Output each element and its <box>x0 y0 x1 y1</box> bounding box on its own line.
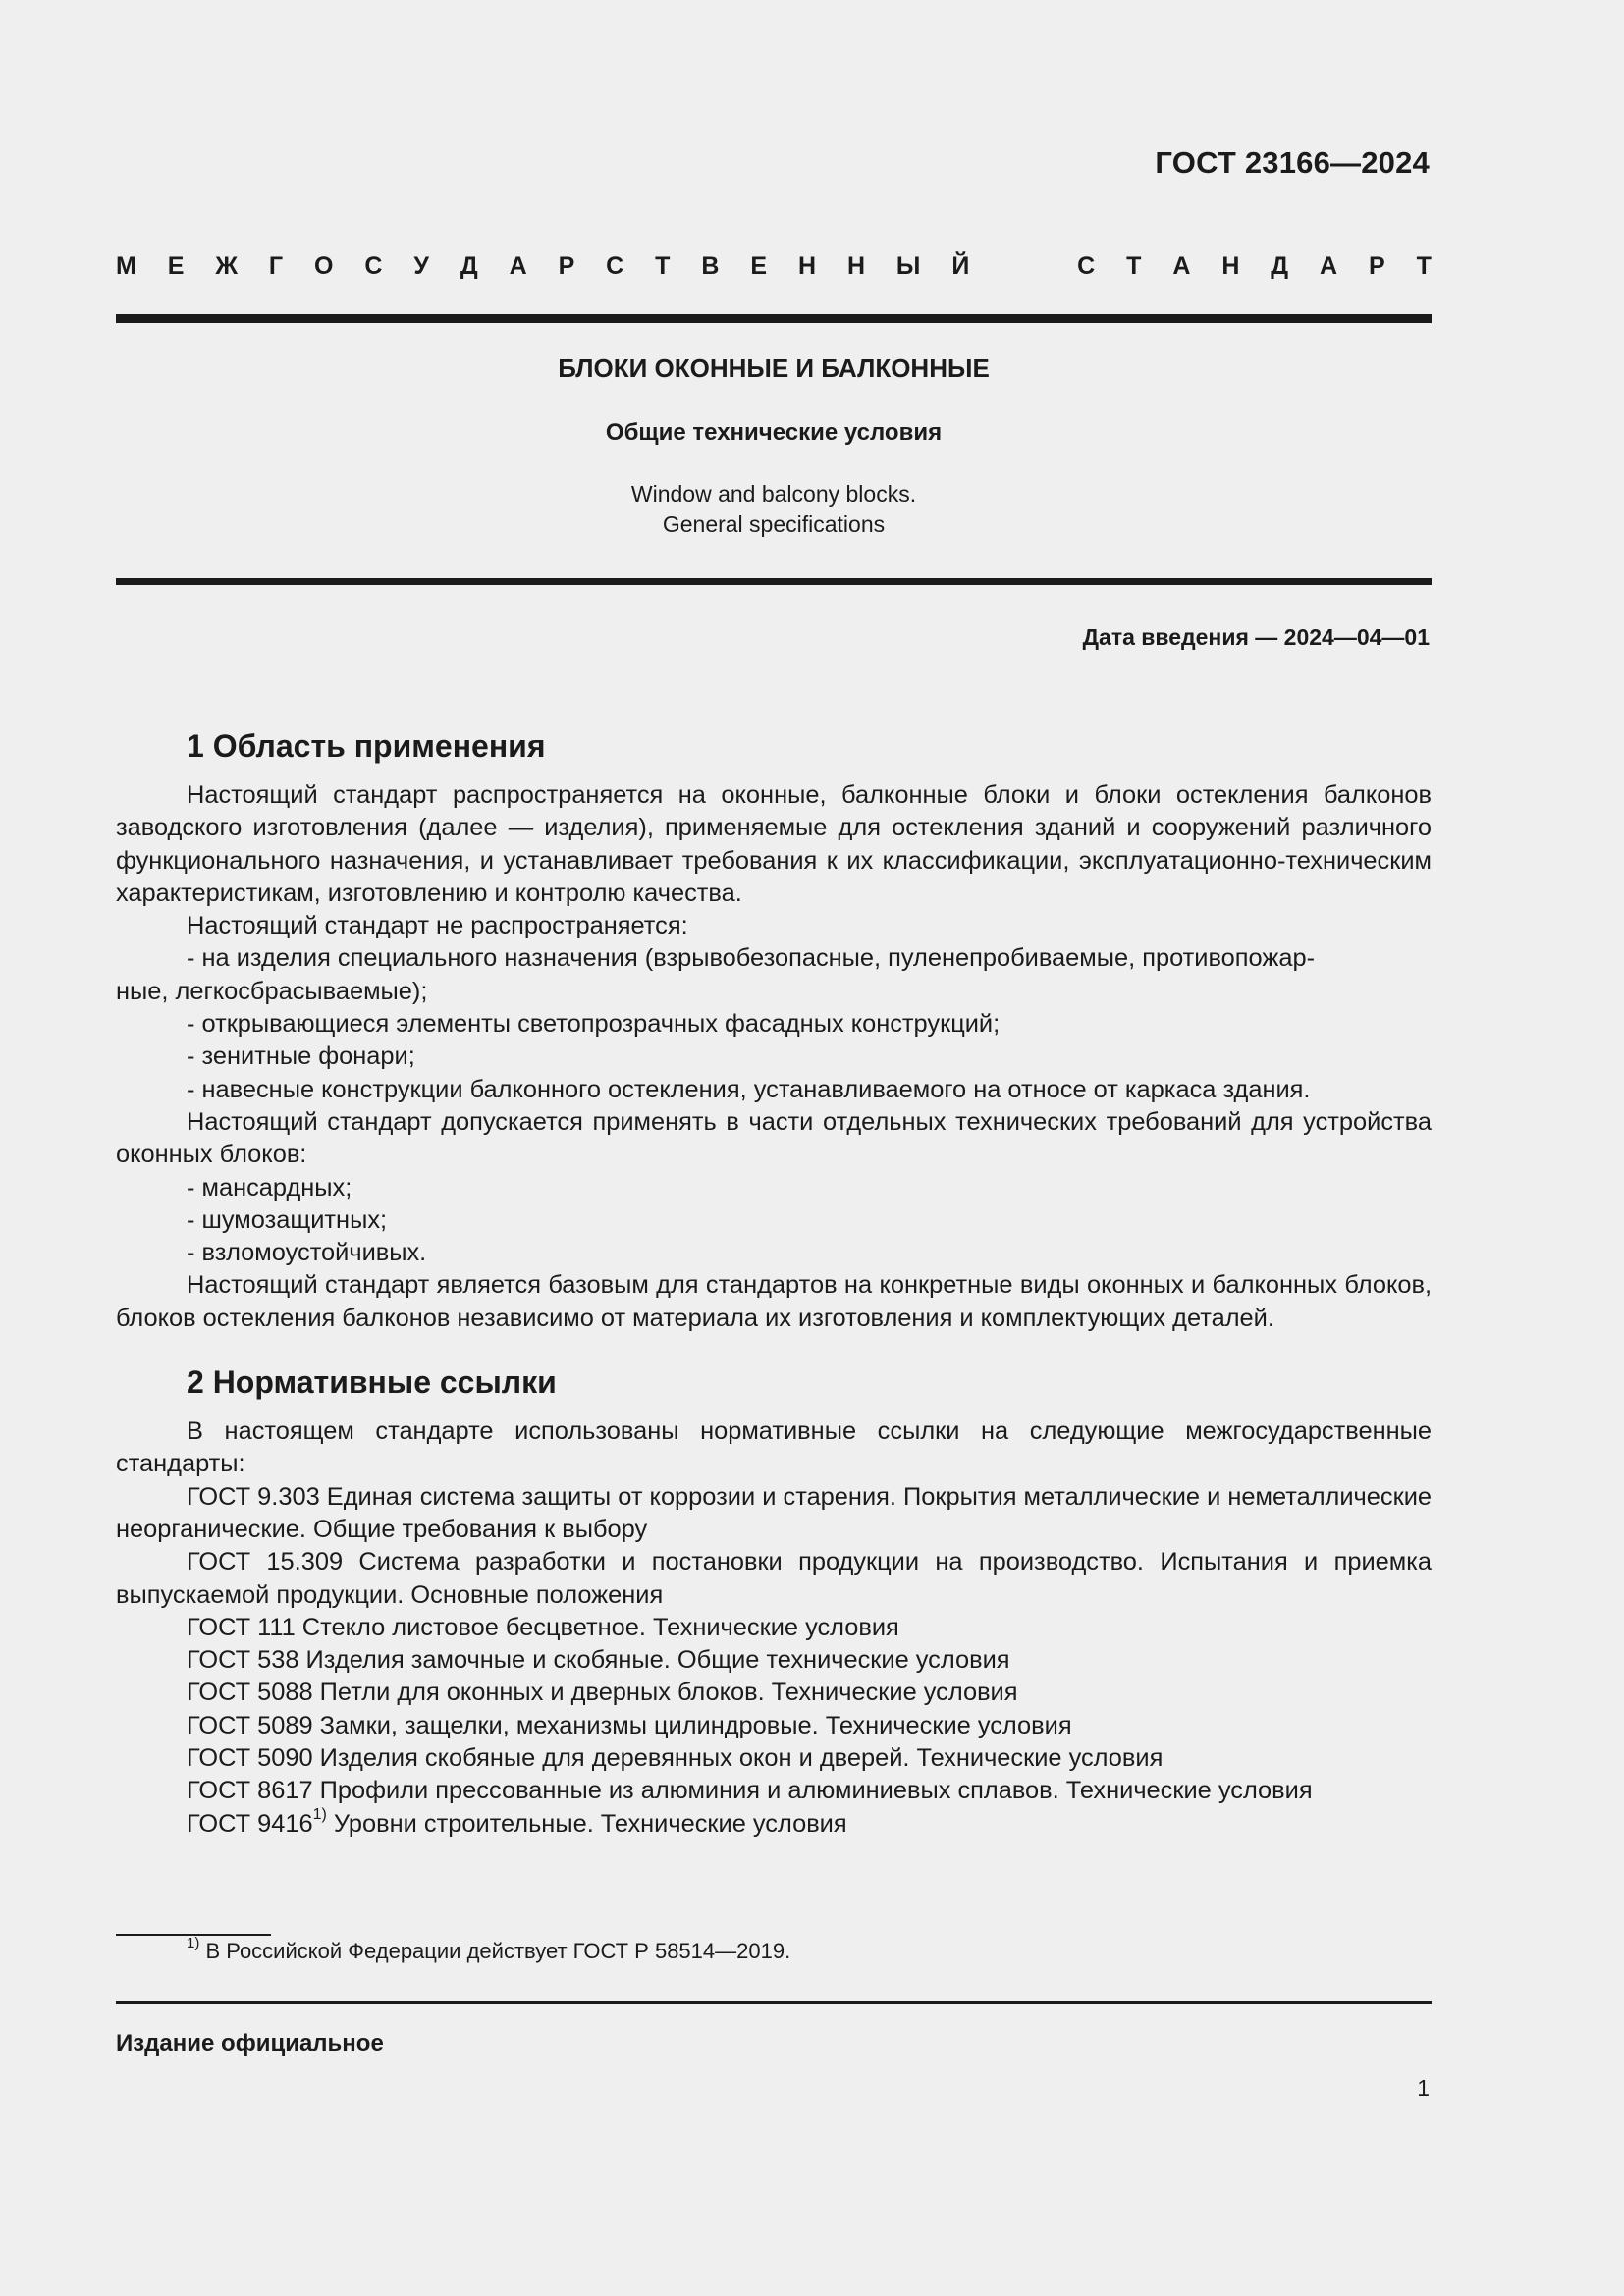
normative-reference: ГОСТ 9.303 Единая система защиты от коррозии и старения. Покрытия металлические и неметаллические неорганические. Общие требования к выбору <box>116 1482 1432 1543</box>
banner-letter: А <box>1320 252 1338 280</box>
banner-word-gap <box>1001 252 1046 281</box>
banner-letter: Р <box>558 252 575 280</box>
banner-letter: А <box>1172 252 1191 280</box>
banner-letter: С <box>364 252 383 280</box>
header-divider <box>116 314 1432 323</box>
banner-letter: Н <box>797 252 817 280</box>
interstate-standard-banner <box>116 252 1432 281</box>
banner-letter: О <box>314 252 334 280</box>
list-item-continuation: ные, легкосбрасываемые); <box>116 977 428 1005</box>
paragraph: Настоящий стандарт распространяется на оконные, балконные блоки и блоки остекления балконов заводского изготовления (далее — изделия), применяемые для остекления зданий и сооружений различного функционального назначения, и устанавливает требования к их классификации, эксплуатационно-техническим характеристикам, изготовлению и контролю качества. <box>116 781 1432 907</box>
banner-letter: Г <box>268 252 284 280</box>
official-edition-label: Издание официальное <box>116 2030 384 2056</box>
normative-reference: ГОСТ 8617 Профили прессованные из алюминия и алюминиевых сплавов. Технические условия <box>187 1777 1313 1805</box>
banner-letter: Т <box>1126 252 1142 280</box>
normative-reference: ГОСТ 15.309 Система разработки и постановки продукции на производство. Испытания и приемка выпускаемой продукции. Основные положения <box>116 1548 1432 1609</box>
banner-letter: Д <box>460 252 478 280</box>
paragraph: В настоящем стандарте использованы нормативные ссылки на следующие межгосударственные стандарты: <box>116 1417 1432 1478</box>
banner-letter: Р <box>1369 252 1385 280</box>
list-item: - мансардных; <box>187 1173 352 1201</box>
list-item: - на изделия специального назначения (взрывобезопасные, пуленепробиваемые, противопожар- <box>187 944 1316 973</box>
normative-reference: ГОСТ 538 Изделия замочные и скобяные. Общие технические условия <box>187 1646 1010 1675</box>
banner-letter: Н <box>846 252 865 280</box>
reference-title: Уровни строительные. Технические условия <box>326 1809 847 1838</box>
document-body <box>116 726 1432 1841</box>
document-title: БЛОКИ ОКОННЫЕ И БАЛКОННЫЕ <box>558 353 990 383</box>
section-heading: 2 Нормативные ссылки <box>187 1364 557 1401</box>
list-item: - взломоустойчивых. <box>187 1239 427 1267</box>
banner-letter: С <box>1077 252 1096 280</box>
footnote-mark[interactable]: 1) <box>312 1806 327 1824</box>
list-item: - открывающиеся элементы светопрозрачных фасадных конструкций; <box>187 1010 1001 1039</box>
english-title-line: Window and balcony blocks. <box>630 481 917 507</box>
normative-reference: ГОСТ 5090 Изделия скобяные для деревянных окон и дверей. Технические условия <box>187 1744 1164 1773</box>
normative-reference: ГОСТ 5089 Замки, защелки, механизмы цилиндровые. Технические условия <box>187 1711 1072 1739</box>
footnote <box>187 1934 791 1964</box>
banner-letter: С <box>606 252 624 280</box>
page-number: 1 <box>1417 2075 1430 2101</box>
list-item: - навесные конструкции балконного остекления, устанавливаемого на относе от каркаса здания. <box>187 1075 1311 1103</box>
banner-letter: Е <box>750 252 768 280</box>
banner-letter: М <box>116 252 136 280</box>
banner-letter: Й <box>951 252 970 280</box>
gost-number: ГОСТ 23166—2024 <box>1155 145 1430 180</box>
document-subtitle: Общие технические условия <box>605 419 943 446</box>
banner-letter: Т <box>655 252 671 280</box>
introduction-date: Дата введения — 2024—04—01 <box>1082 624 1430 650</box>
section-heading: 1 Область применения <box>187 728 546 764</box>
paragraph: Настоящий стандарт допускается применять в части отдельных технических требований для устройства оконных блоков: <box>116 1107 1432 1169</box>
reference-code: ГОСТ 9416 <box>187 1809 313 1838</box>
paragraph: Настоящий стандарт не распространяется: <box>187 912 688 940</box>
normative-reference: ГОСТ 5088 Петли для оконных и дверных блоков. Технические условия <box>187 1679 1018 1707</box>
bottom-divider <box>116 2001 1432 2004</box>
english-title <box>116 479 1432 540</box>
banner-letter: Д <box>1271 252 1289 280</box>
banner-letter: В <box>701 252 720 280</box>
list-item: - зенитные фонари; <box>187 1042 415 1071</box>
english-title-line: General specifications <box>662 511 886 537</box>
banner-letter: Е <box>167 252 185 280</box>
normative-reference <box>116 1808 1432 1841</box>
normative-reference: ГОСТ 111 Стекло листовое бесцветное. Технические условия <box>187 1613 899 1641</box>
list-item: - шумозащитных; <box>187 1205 388 1234</box>
title-divider <box>116 578 1432 585</box>
banner-letter: Ы <box>895 252 921 280</box>
banner-letter: А <box>509 252 527 280</box>
banner-letter: У <box>413 252 429 280</box>
paragraph: Настоящий стандарт является базовым для стандартов на конкретные виды оконных и балконных блоков, блоков остекления балконов независимо от материала их изготовления и комплектующих деталей. <box>116 1271 1432 1332</box>
banner-letter: Н <box>1221 252 1240 280</box>
banner-letter: Т <box>1416 252 1432 280</box>
footnote-text: В Российской Федерации действует ГОСТ Р 58514—2019. <box>199 1939 791 1963</box>
banner-letter: Ж <box>215 252 238 280</box>
footnote-mark: 1) <box>187 1934 200 1951</box>
